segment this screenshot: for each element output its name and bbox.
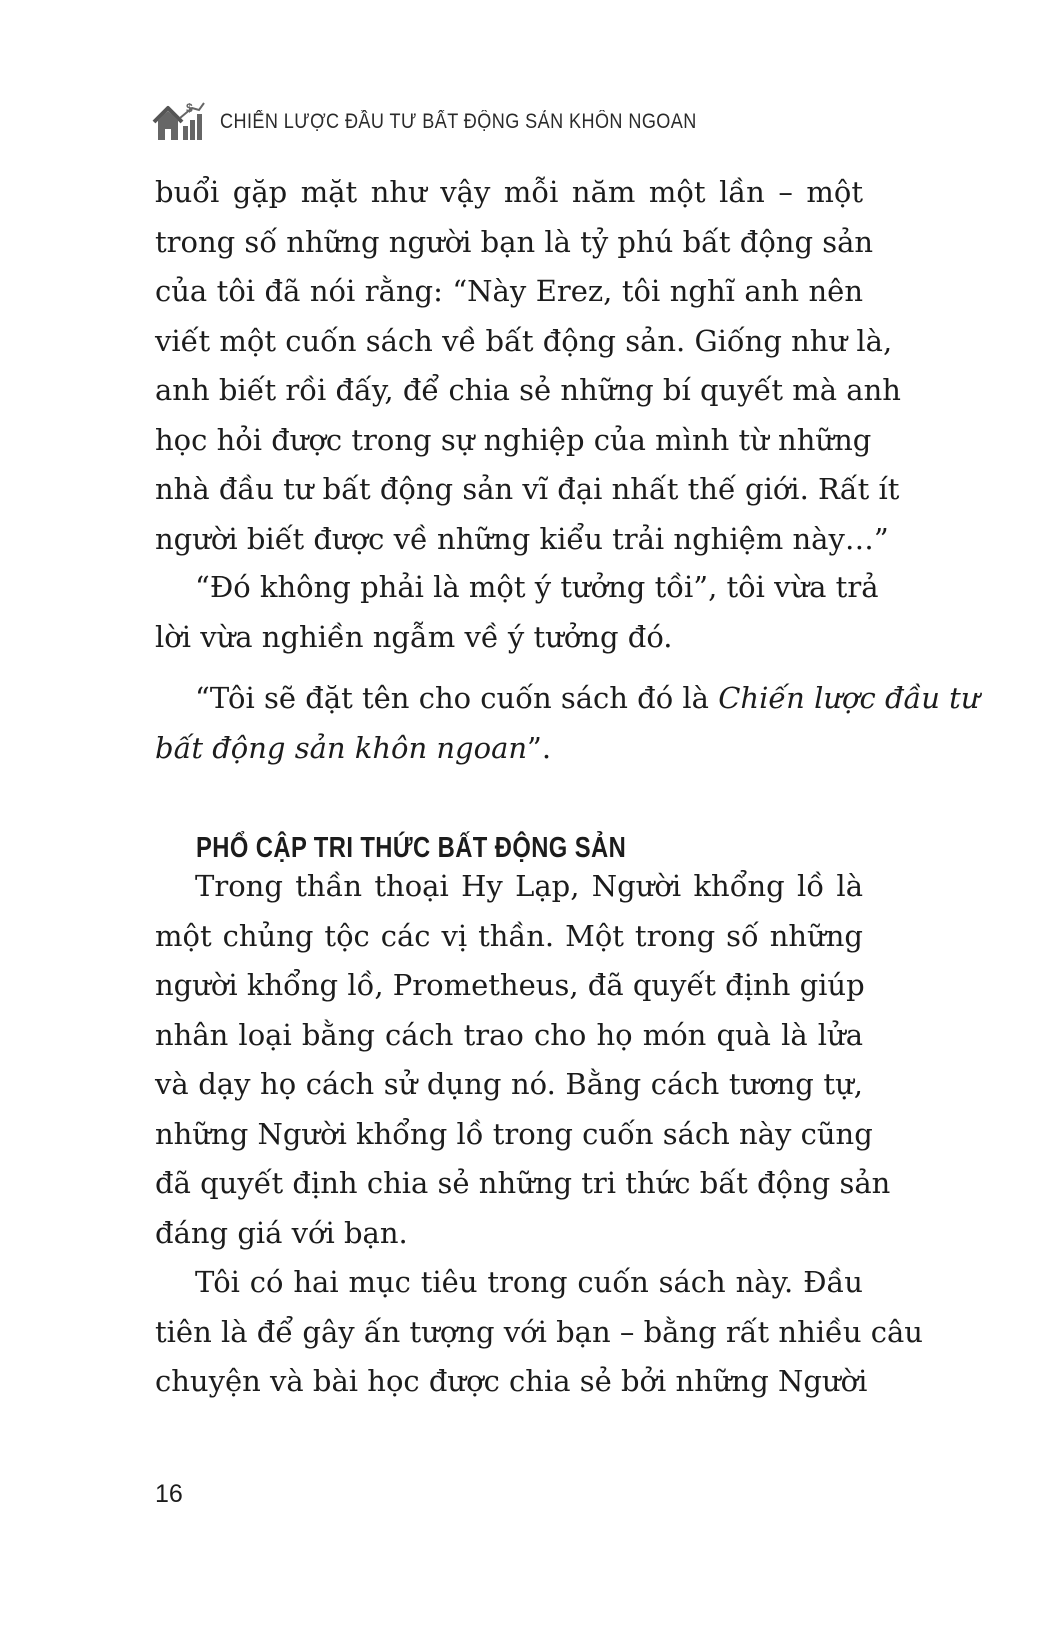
book-title-run: Chiến lược đầu tư (718, 681, 980, 715)
text-line: đã quyết định chia sẻ những tri thức bất động sản (155, 1166, 891, 1200)
running-header-title: CHIẾN LƯỢC ĐẦU TƯ BẤT ĐỘNG SẢN KHÔN NGOAN (220, 110, 697, 133)
paragraph-2 (155, 563, 879, 662)
text-line (155, 674, 980, 724)
text-line: lời vừa nghiền ngẫm về ý tưởng đó. (155, 619, 673, 654)
text-line: viết một cuốn sách về bất động sản. Giống như là, (155, 323, 893, 358)
text-line (155, 724, 863, 774)
text-line: buổi gặp mặt như vậy mỗi năm một lần – một (155, 175, 863, 209)
text-line: học hỏi được trong sự nghiệp của mình từ những (155, 422, 872, 457)
house-chart-dollar-icon (152, 100, 206, 144)
section-heading: PHỔ CẬP TRI THỨC BẤT ĐỘNG SẢN (196, 832, 627, 864)
paragraph-1 (155, 168, 901, 564)
paragraph-3 (155, 674, 980, 773)
text-line: đáng giá với bạn. (155, 1215, 408, 1250)
text-line: người biết được về những kiểu trải nghiệm này…” (155, 521, 889, 556)
page-number: 16 (155, 1480, 183, 1508)
text-run: “Tôi sẽ đặt tên cho cuốn sách đó là (195, 681, 719, 715)
text-line: anh biết rồi đấy, để chia sẻ những bí quyết mà anh (155, 373, 901, 407)
text-line: nhà đầu tư bất động sản vĩ đại nhất thế giới. Rất ít (155, 472, 900, 506)
svg-text:$: $ (186, 101, 193, 115)
text-line: Tôi có hai mục tiêu trong cuốn sách này. Đầu (195, 1265, 863, 1299)
text-line: chuyện và bài học được chia sẻ bởi những Người (155, 1364, 868, 1398)
text-line: của tôi đã nói rằng: “Này Erez, tôi nghĩ anh nên (155, 274, 863, 308)
text-line: tiên là để gây ấn tượng với bạn – bằng rất nhiều câu (155, 1314, 923, 1349)
text-line: Trong thần thoại Hy Lạp, Người khổng lồ là (195, 869, 863, 903)
paragraph-4 (155, 862, 891, 1258)
paragraph-5 (155, 1258, 923, 1407)
text-line: người khổng lồ, Prometheus, đã quyết định giúp (155, 968, 865, 1002)
text-line: trong số những người bạn là tỷ phú bất động sản (155, 224, 874, 259)
text-line: “Đó không phải là một ý tưởng tồi”, tôi vừa trả (195, 570, 879, 604)
running-header (152, 100, 872, 144)
text-line: một chủng tộc các vị thần. Một trong số những (155, 918, 863, 953)
text-line: nhân loại bằng cách trao cho họ món quà là lửa (155, 1017, 863, 1052)
text-line: những Người khổng lồ trong cuốn sách này cũng (155, 1116, 873, 1151)
book-title-run: bất động sản khôn ngoan (155, 730, 528, 765)
text-run: ”. (527, 730, 552, 765)
text-line: và dạy họ cách sử dụng nó. Bằng cách tương tự, (155, 1067, 863, 1101)
